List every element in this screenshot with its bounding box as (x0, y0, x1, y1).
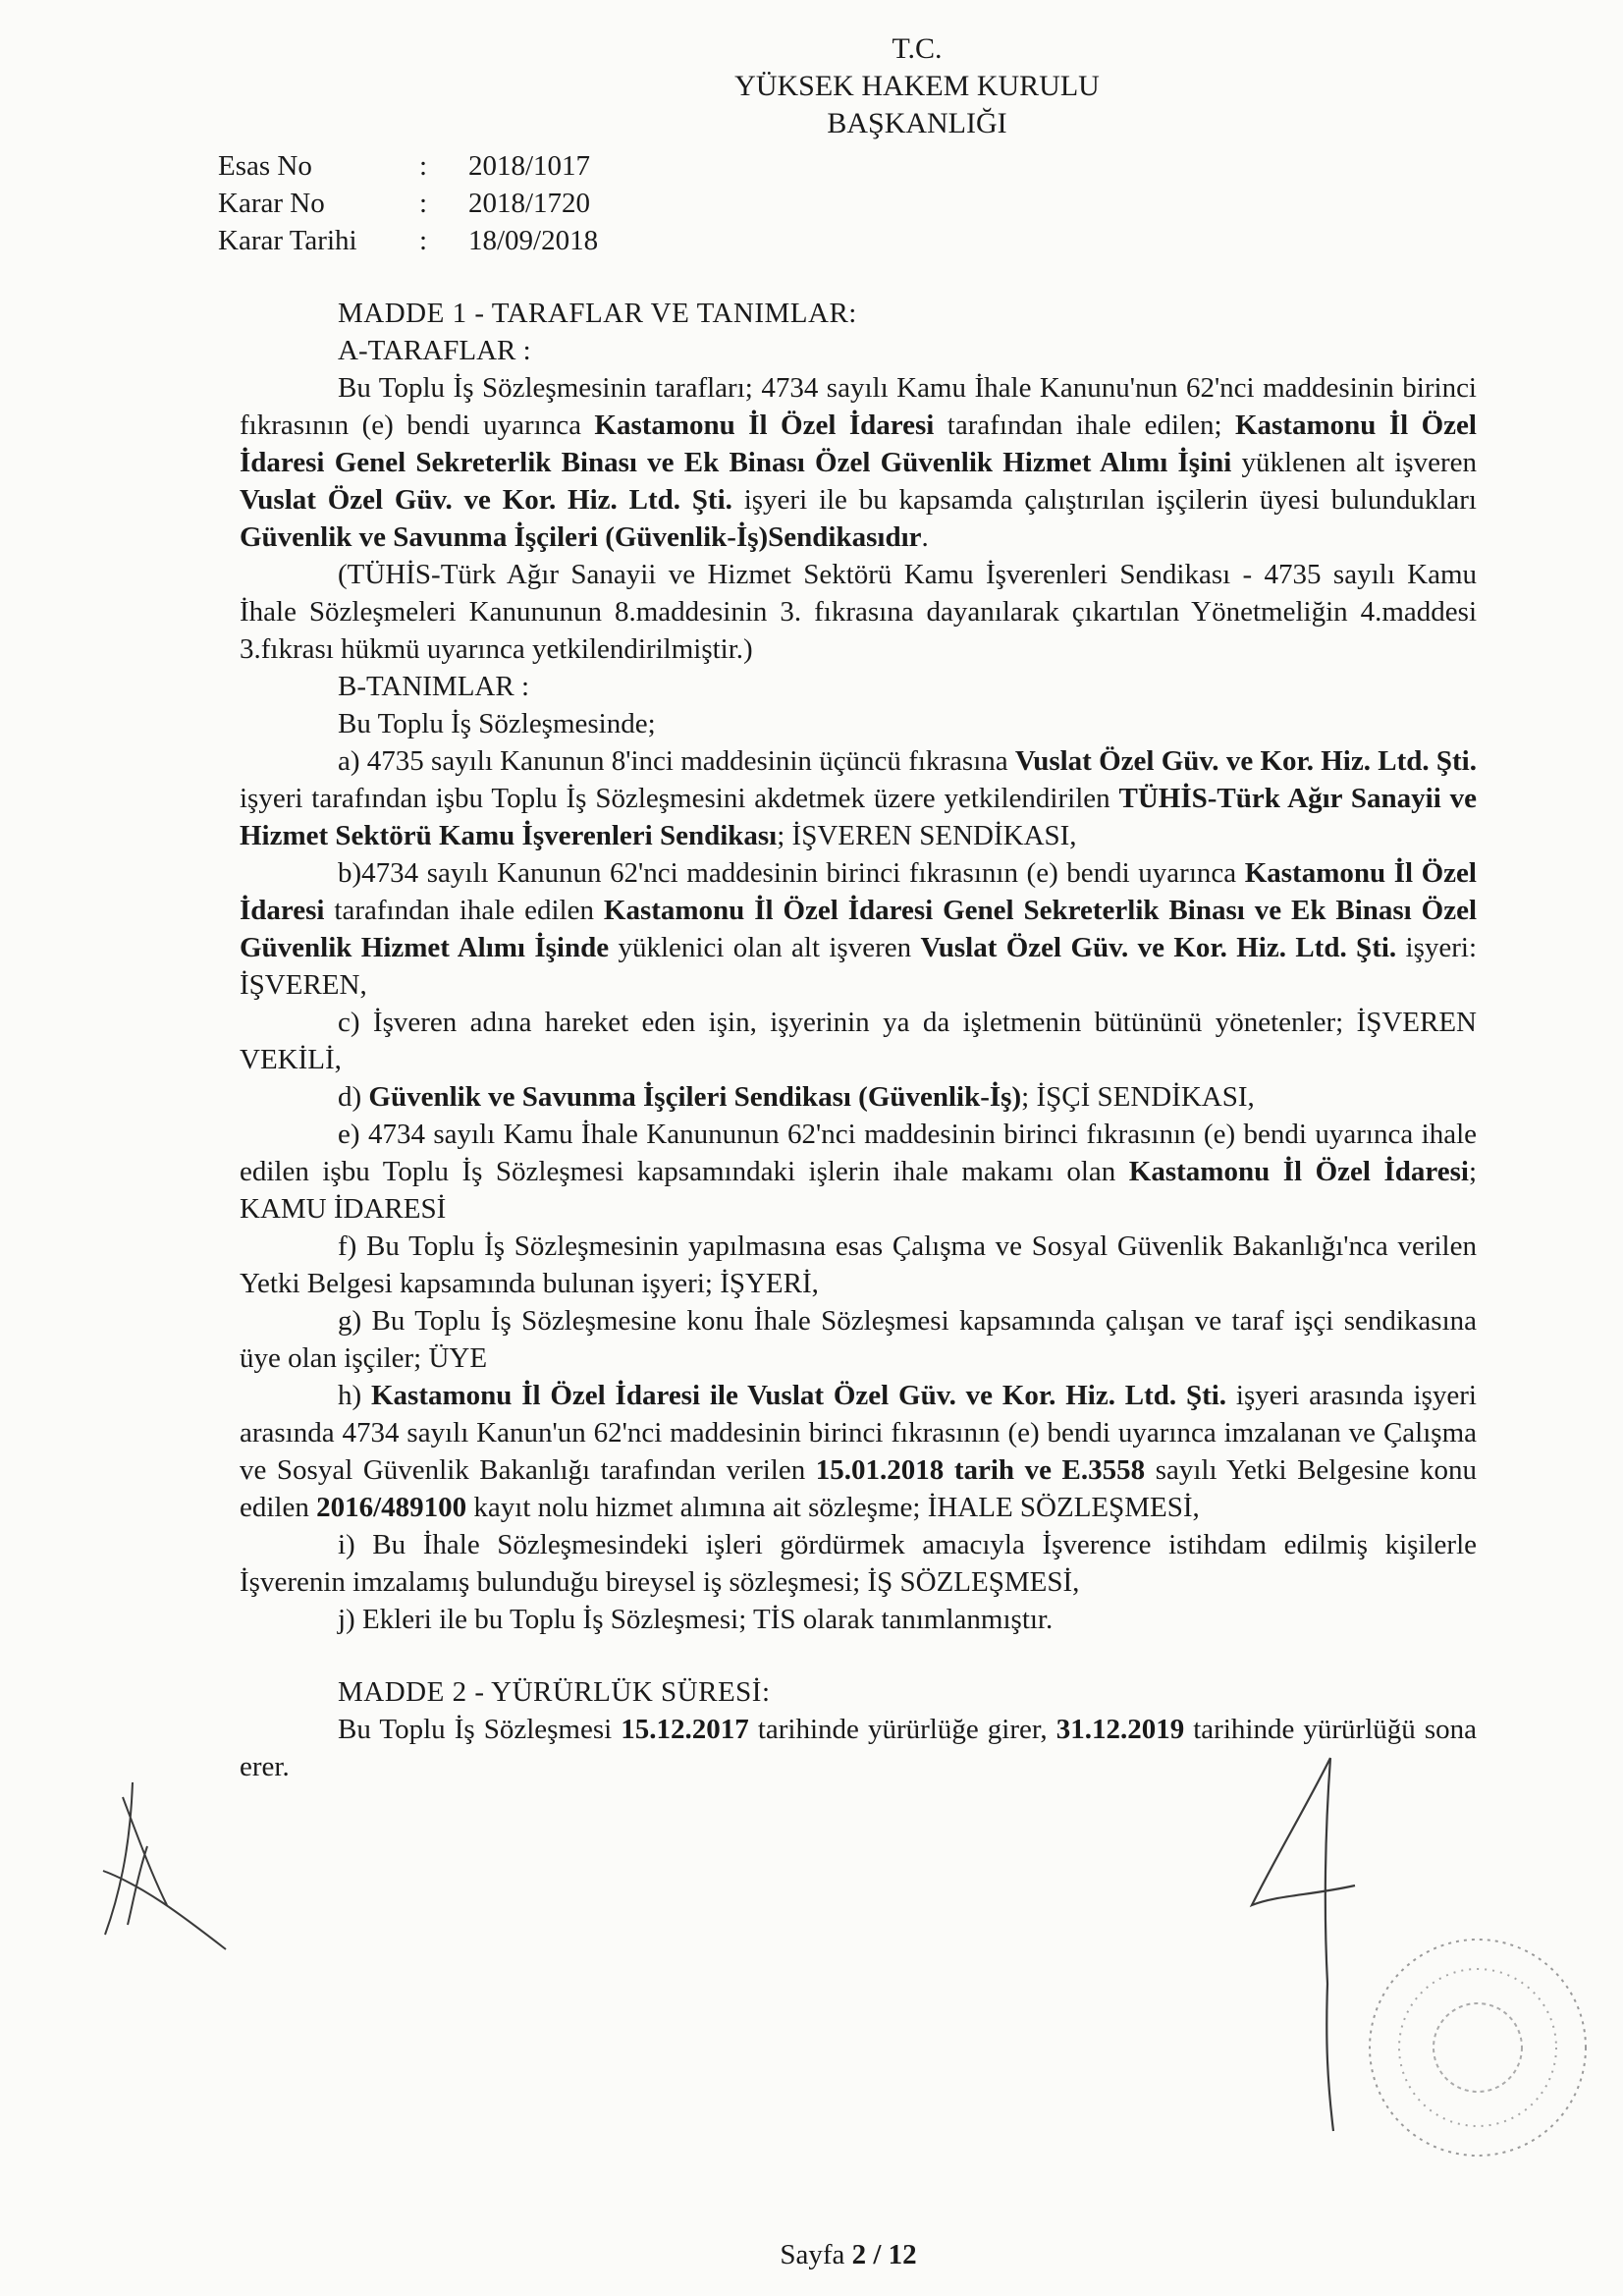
text-run: sayılı Yetki Belgesine konu edilen (240, 1454, 1477, 1523)
left-signature-icon (93, 1777, 241, 1964)
text-run: işyeri: İŞVEREN, (240, 932, 1477, 1001)
definition-g: g) Bu Toplu İş Sözleşmesine konu İhale Sözleşmesi kapsamında çalışan ve taraf işçi sendikasına üye olan işçiler; ÜYE (240, 1305, 1477, 1374)
header-tc: T.C. (892, 32, 943, 65)
header-presidency: BAŞKANLIĞI (827, 107, 1007, 139)
definition-e (240, 1116, 1477, 1228)
text-run: d) (338, 1081, 369, 1113)
bold-run: Kastamonu İl Özel İdaresi (594, 410, 935, 441)
bold-run: Kastamonu İl Özel İdaresi (240, 857, 1477, 926)
text-run: kayıt nolu hizmet alımına ait sözleşme; İHALE SÖZLEŞMESİ, (466, 1492, 1200, 1523)
definition-f: f) Bu Toplu İş Sözleşmesinin yapılmasına esas Çalışma ve Sosyal Güvenlik Bakanlığı'nca verilen Yetki Belgesi kapsamında bulunan işyeri; İŞYERİ, (240, 1230, 1477, 1299)
tanimlar-intro: Bu Toplu İş Sözleşmesinde; (338, 708, 656, 739)
meta-row-karar (218, 185, 598, 222)
official-stamp-icon (1355, 1925, 1600, 2170)
taraflar-paragraph (240, 369, 1477, 556)
definition-b (240, 854, 1477, 1004)
document-body (240, 295, 1477, 1785)
text-run: tarafından ihale edilen; (934, 410, 1235, 441)
header-institution: YÜKSEK HAKEM KURULU (734, 70, 1100, 102)
bold-run: Vuslat Özel Güv. ve Kor. Hiz. Ltd. Şti. (920, 932, 1397, 963)
bold-run: 15.01.2018 tarih ve E.3558 (815, 1454, 1146, 1486)
definition-c: c) İşveren adına hareket eden işin, işyerinin ya da işletmenin bütününü yönetenler; İŞVEREN VEKİLİ, (240, 1007, 1477, 1075)
bold-run: 2016/489100 (316, 1492, 467, 1523)
meta-value: 2018/1720 (468, 188, 591, 219)
page-footer (0, 2239, 1623, 2271)
b-tanimlar-heading: B-TANIMLAR : (338, 671, 530, 702)
text-run: b)4734 sayılı Kanunun 62'nci maddesinin birinci fıkrasının (e) bendi uyarınca (338, 857, 1245, 889)
meta-colon: : (419, 150, 428, 182)
meta-value: 2018/1017 (468, 150, 591, 182)
meta-colon: : (419, 188, 428, 219)
text-run: . (921, 521, 929, 553)
text-run: h) (338, 1380, 371, 1411)
page-label: Sayfa (780, 2239, 852, 2270)
section-spacer (240, 1638, 1477, 1673)
definition-j: j) Ekleri ile bu Toplu İş Sözleşmesi; TİS olarak tanımlanmıştır. (338, 1604, 1054, 1635)
text-run: işyeri ile bu kapsamda çalıştırılan işçilerin üyesi bulundukları (731, 484, 1477, 516)
definition-d (240, 1078, 1477, 1116)
meta-key: Karar No (218, 188, 325, 219)
definition-h (240, 1377, 1477, 1526)
text-run: ; İŞVEREN SENDİKASI, (777, 820, 1077, 851)
text-run: işyeri tarafından işbu Toplu İş Sözleşmesini akdetmek üzere yetkilendirilen (240, 783, 1119, 814)
text-run: tarihinde yürürlüğe girer, (748, 1714, 1056, 1745)
definition-i: i) Bu İhale Sözleşmesindeki işleri gördürmek amacıyla İşverence istihdam edilmiş kişilerle İşverenin imzalamış bulunduğu bireysel iş sözleşmesi; İŞ SÖZLEŞMESİ, (240, 1529, 1477, 1598)
text-run: tarafından ihale edilen (324, 895, 604, 926)
bold-run: Vuslat Özel Güv. ve Kor. Hiz. Ltd. Şti. (1014, 745, 1477, 777)
meta-colon: : (419, 225, 428, 256)
bold-run: Kastamonu İl Özel İdaresi Genel Sekreterlik Binası ve Ek Binası Özel Güvenlik Hizmet Alımı İşinde (240, 895, 1477, 963)
text-run: yüklenici olan alt işveren (609, 932, 921, 963)
text-run: Bu Toplu İş Sözleşmesinin tarafları; 4734 sayılı Kamu İhale Kanunu'nun 62'nci maddesinin birinci fıkrasının (e) bendi uyarınca (240, 372, 1477, 441)
tuhis-paragraph: (TÜHİS-Türk Ağır Sanayii ve Hizmet Sektörü Kamu İşverenleri Sendikası - 4735 sayılı Kamu İhale Sözleşmeleri Kanununun 8.maddesinin 3. fıkrasına dayanılarak çıkartılan Yönetmeliğin 4.maddesi 3.fıkrası hükmü uyarınca yetkilendirilmiştir.) (240, 559, 1477, 665)
text-run: işyeri arasında işyeri arasında 4734 sayılı Kanun'un 62'nci maddesinin birinci fıkrasının (e) bendi uyarınca imzalanan ve Çalışma ve Sosyal Güvenlik Bakanlığı tarafından verilen (240, 1380, 1477, 1486)
definition-a (240, 742, 1477, 854)
bold-run: 31.12.2019 (1055, 1714, 1185, 1745)
text-run: ; İŞÇİ SENDİKASI, (1021, 1081, 1255, 1113)
right-signature-icon (1217, 1748, 1375, 2141)
meta-row-tarih (218, 222, 598, 259)
madde2-heading: MADDE 2 - YÜRÜRLÜK SÜRESİ: (338, 1676, 771, 1708)
bold-run: Kastamonu İl Özel İdaresi (1128, 1156, 1469, 1187)
bold-run: Güvenlik ve Savunma İşçileri Sendikası (Güvenlik-İş) (368, 1081, 1022, 1113)
text-run: ; KAMU İDARESİ (240, 1156, 1477, 1225)
meta-key: Esas No (218, 150, 312, 182)
madde1-heading: MADDE 1 - TARAFLAR VE TANIMLAR: (338, 298, 857, 329)
bold-run: Kastamonu İl Özel İdaresi Genel Sekreterlik Binası ve Ek Binası Özel Güvenlik Hizmet Alımı İşini (240, 410, 1477, 478)
text-run: yüklenen alt işveren (1231, 447, 1477, 478)
bold-run: Güvenlik ve Savunma İşçileri (Güvenlik-İş)Sendikasıdır (240, 521, 922, 553)
meta-key: Karar Tarihi (218, 225, 357, 256)
case-meta (218, 147, 598, 259)
bold-run: 15.12.2017 (621, 1714, 749, 1745)
text-run: e) 4734 sayılı Kamu İhale Kanununun 62'nci maddesinin birinci fıkrasının (e) bendi uyarınca ihale edilen işbu Toplu İş Sözleşmesi kapsamındaki işlerin ihale makamı olan (240, 1119, 1477, 1187)
text-run: a) 4735 sayılı Kanunun 8'inci maddesinin üçüncü fıkrasına (338, 745, 1015, 777)
text-run: tarihinde yürürlüğü sona erer. (240, 1714, 1477, 1782)
meta-row-esas (218, 147, 598, 185)
meta-value: 18/09/2018 (468, 225, 599, 256)
a-taraflar-heading: A-TARAFLAR : (338, 335, 531, 366)
text-run: Bu Toplu İş Sözleşmesi (338, 1714, 622, 1745)
bold-run: Kastamonu İl Özel İdaresi ile Vuslat Özel Güv. ve Kor. Hiz. Ltd. Şti. (370, 1380, 1227, 1411)
bold-run: TÜHİS-Türk Ağır Sanayii ve Hizmet Sektörü Kamu İşverenleri Sendikası (240, 783, 1477, 851)
page-number: 2 / 12 (851, 2239, 917, 2270)
bold-run: Vuslat Özel Güv. ve Kor. Hiz. Ltd. Şti. (240, 484, 732, 516)
